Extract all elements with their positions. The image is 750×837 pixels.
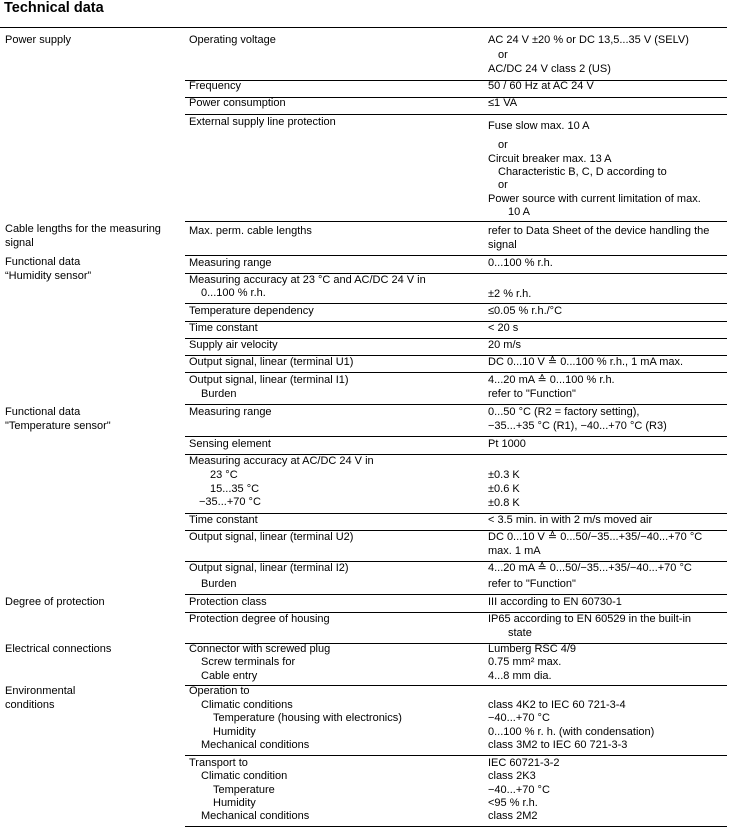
- parameter-value: −35...+35 °C (R1), −40...+70 °C (R3): [488, 420, 667, 432]
- parameter-label: Burden: [201, 388, 237, 400]
- category-label: Electrical connections: [5, 643, 112, 655]
- row-divider: [185, 372, 727, 373]
- parameter-label: Transport to: [189, 757, 248, 769]
- parameter-label: Connector with screwed plug: [189, 643, 331, 655]
- parameter-value: class 3M2 to IEC 60 721-3-3: [488, 739, 628, 751]
- parameter-value: 4...20 mA ≙ 0...50/−35...+35/−40...+70 °C: [488, 562, 692, 574]
- parameter-value: ±2 % r.h.: [488, 288, 532, 300]
- parameter-value: 0...100 % r. h. (with condensation): [488, 726, 655, 738]
- parameter-label: Humidity: [213, 726, 256, 738]
- parameter-label: External supply line protection: [189, 116, 336, 128]
- row-divider: [185, 221, 727, 222]
- parameter-label: Climatic condition: [201, 770, 288, 782]
- parameter-value: Characteristic B, C, D according to: [498, 166, 667, 178]
- parameter-label: Climatic conditions: [201, 699, 293, 711]
- parameter-value: ≤0.05 % r.h./°C: [488, 305, 563, 317]
- parameter-value: Circuit breaker max. 13 A: [488, 153, 612, 165]
- parameter-label: Cable entry: [201, 670, 258, 682]
- row-divider: [185, 80, 727, 81]
- category-label: signal: [5, 237, 34, 249]
- parameter-value: Pt 1000: [488, 438, 526, 450]
- row-divider: [185, 755, 727, 756]
- parameter-value: class 2M2: [488, 810, 538, 822]
- category-label: Functional data: [5, 256, 81, 268]
- parameter-label: −35...+70 °C: [199, 496, 261, 508]
- parameter-label: Humidity: [213, 797, 256, 809]
- row-divider: [185, 303, 727, 304]
- parameter-value: 20 m/s: [488, 339, 522, 351]
- parameter-label: Output signal, linear (terminal I2): [189, 562, 349, 574]
- parameter-value: IEC 60721-3-2: [488, 757, 560, 769]
- parameter-label: Measuring range: [189, 406, 272, 418]
- parameter-value: refer to Data Sheet of the device handling the: [488, 225, 710, 237]
- parameter-label: Supply air velocity: [189, 339, 278, 351]
- parameter-label: Output signal, linear (terminal U2): [189, 531, 354, 543]
- parameter-value: 0...50 °C (R2 = factory setting),: [488, 406, 640, 418]
- parameter-label: Measuring range: [189, 257, 272, 269]
- row-divider: [185, 594, 727, 595]
- parameter-label: Temperature (housing with electronics): [213, 712, 402, 724]
- category-label: Functional data: [5, 406, 81, 418]
- parameter-value: 0.75 mm² max.: [488, 656, 562, 668]
- parameter-label: Operation to: [189, 685, 250, 697]
- parameter-value: ±0.3 K: [488, 469, 520, 481]
- parameter-value: class 4K2 to IEC 60 721-3-4: [488, 699, 626, 711]
- row-divider: [185, 826, 727, 827]
- parameter-value: 4...20 mA ≙ 0...100 % r.h.: [488, 374, 615, 386]
- parameter-value: 50 / 60 Hz at AC 24 V: [488, 80, 594, 92]
- section-title: Technical data: [4, 0, 104, 16]
- parameter-label: 23 °C: [210, 469, 238, 481]
- category-label: Environmental: [5, 685, 76, 697]
- title-rule: [0, 27, 727, 28]
- parameter-label: Temperature dependency: [189, 305, 314, 317]
- parameter-value: 10 A: [508, 206, 531, 218]
- parameter-value: Lumberg RSC 4/9: [488, 643, 577, 655]
- parameter-value: or: [498, 49, 508, 61]
- parameter-label: Burden: [201, 578, 237, 590]
- parameter-value: 0...100 % r.h.: [488, 257, 553, 269]
- parameter-label: 15...35 °C: [210, 483, 260, 495]
- parameter-value: ±0.6 K: [488, 483, 520, 495]
- parameter-value: 4...8 mm dia.: [488, 670, 552, 682]
- parameter-value: DC 0...10 V ≙ 0...100 % r.h., 1 mA max.: [488, 356, 684, 368]
- parameter-label: Frequency: [189, 80, 241, 92]
- parameter-label: Mechanical conditions: [201, 810, 310, 822]
- parameter-label: Mechanical conditions: [201, 739, 310, 751]
- row-divider: [185, 436, 727, 437]
- parameter-label: Sensing element: [189, 438, 271, 450]
- parameter-label: Operating voltage: [189, 34, 276, 46]
- parameter-label: Output signal, linear (terminal U1): [189, 356, 354, 368]
- parameter-value: or: [498, 179, 508, 191]
- category-label: “Humidity sensor”: [5, 270, 92, 282]
- parameter-label: Time constant: [189, 514, 258, 526]
- parameter-value: refer to "Function": [488, 578, 576, 590]
- parameter-value: class 2K3: [488, 770, 536, 782]
- parameter-value: < 3.5 min. in with 2 m/s moved air: [488, 514, 653, 526]
- row-divider: [185, 404, 727, 405]
- parameter-label: Time constant: [189, 322, 258, 334]
- parameter-value: −40...+70 °C: [488, 712, 550, 724]
- parameter-label: Screw terminals for: [201, 656, 296, 668]
- parameter-label: Output signal, linear (terminal I1): [189, 374, 349, 386]
- parameter-value: AC 24 V ±20 % or DC 13,5...35 V (SELV): [488, 34, 689, 46]
- parameter-label: Power consumption: [189, 97, 286, 109]
- parameter-value: Fuse slow max. 10 A: [488, 120, 590, 132]
- parameter-value: DC 0...10 V ≙ 0...50/−35...+35/−40...+70 °C: [488, 531, 703, 543]
- parameter-value: < 20 s: [488, 322, 519, 334]
- parameter-label: 0...100 % r.h.: [201, 287, 266, 299]
- parameter-label: Protection degree of housing: [189, 613, 330, 625]
- parameter-value: ≤1 VA: [488, 97, 518, 109]
- category-label: Degree of protection: [5, 596, 105, 608]
- parameter-value: III according to EN 60730-1: [488, 596, 622, 608]
- parameter-label: Measuring accuracy at 23 °C and AC/DC 24 V in: [189, 274, 426, 286]
- parameter-value: <95 % r.h.: [488, 797, 538, 809]
- parameter-value: AC/DC 24 V class 2 (US): [488, 63, 611, 75]
- parameter-value: IP65 according to EN 60529 in the built-in: [488, 613, 692, 625]
- parameter-label: Max. perm. cable lengths: [189, 225, 312, 237]
- row-divider: [185, 685, 727, 686]
- row-divider: [185, 255, 727, 256]
- row-divider: [185, 114, 727, 115]
- parameter-value: refer to "Function": [488, 388, 576, 400]
- category-label: conditions: [5, 699, 55, 711]
- category-label: "Temperature sensor": [5, 420, 111, 432]
- category-label: Power supply: [5, 34, 72, 46]
- parameter-value: or: [498, 139, 508, 151]
- parameter-value: Power source with current limitation of max.: [488, 193, 701, 205]
- parameter-label: Measuring accuracy at AC/DC 24 V in: [189, 455, 374, 467]
- parameter-value: signal: [488, 239, 517, 251]
- parameter-value: max. 1 mA: [488, 545, 541, 557]
- parameter-value: −40...+70 °C: [488, 784, 550, 796]
- parameter-label: Temperature: [213, 784, 275, 796]
- row-divider: [185, 321, 727, 322]
- parameter-label: Protection class: [189, 596, 267, 608]
- parameter-value: state: [508, 627, 532, 639]
- category-label: Cable lengths for the measuring: [5, 223, 161, 235]
- parameter-value: ±0.8 K: [488, 497, 520, 509]
